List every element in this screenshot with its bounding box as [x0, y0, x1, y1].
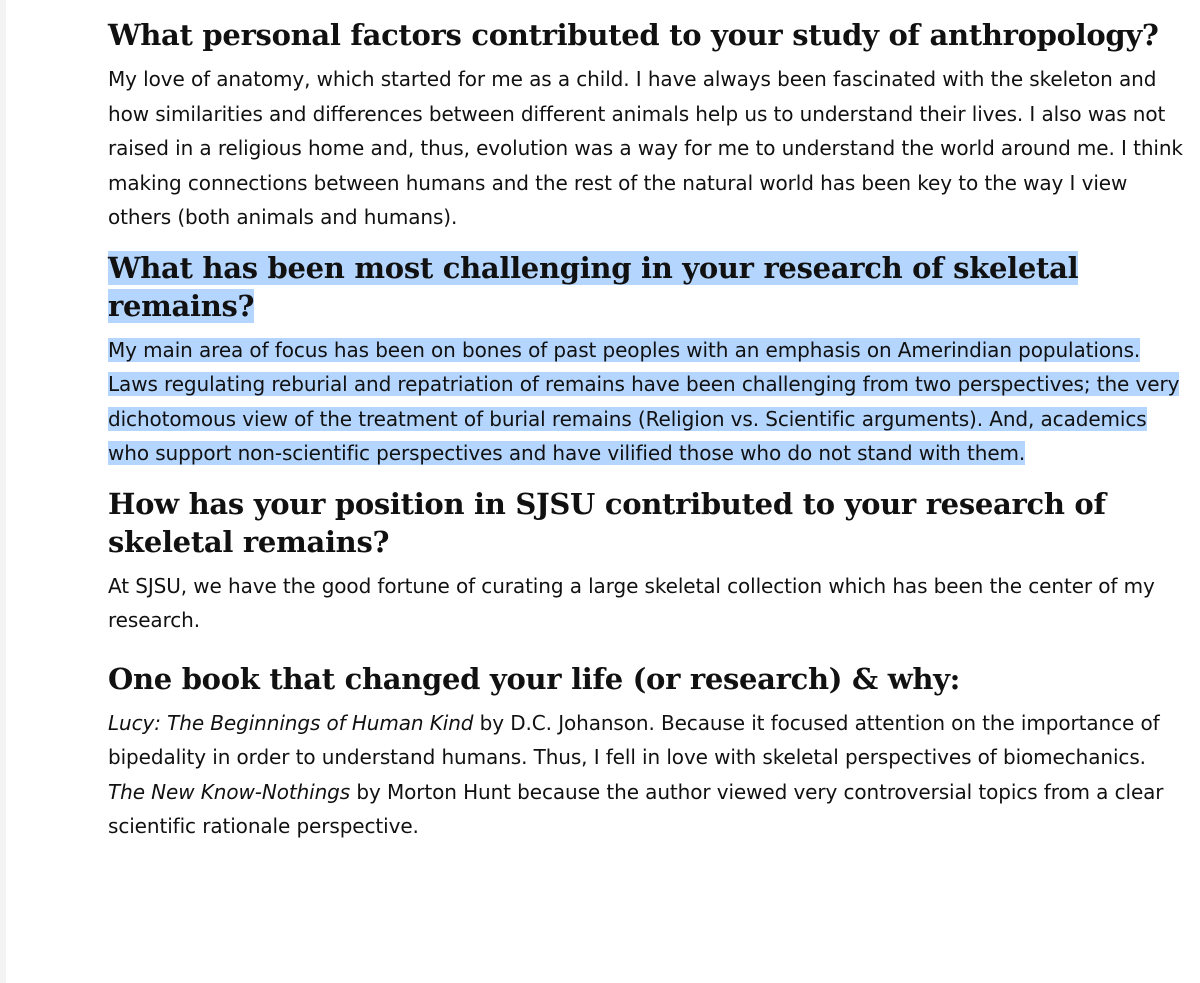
selected-text-highlight[interactable]: What has been most challenging in your research of skeletal remains?: [108, 250, 1079, 323]
answer-paragraph: [108, 333, 1183, 471]
answer-paragraph: At SJSU, we have the good fortune of curating a large skeletal collection which has been the center of my research.: [108, 573, 1155, 632]
answer-paragraph: [108, 706, 1183, 844]
qa-section-challenges: [108, 249, 1183, 471]
qa-section-personal-factors: [108, 16, 1183, 235]
question-heading: What personal factors contributed to your study of anthropology?: [108, 18, 1159, 52]
article-content: [108, 16, 1183, 858]
book-title: The New Know-Nothings: [108, 779, 351, 804]
qa-section-sjsu-position: [108, 485, 1183, 638]
book-title: Lucy: The Beginnings of Human Kind: [108, 710, 474, 735]
page-left-rail: [0, 0, 6, 983]
question-heading: How has your position in SJSU contributed to your research of skeletal remains?: [108, 486, 1106, 559]
selected-text-highlight[interactable]: My main area of focus has been on bones of past peoples with an emphasis on Amerindian populations. Laws regulating reburial and repatriation of remains have been challenging from two perspectives; the very dichotomous view of the treatment of burial remains (Religion vs. Scientific arguments). And, academics who support non-scientific perspectives and have vilified those who do not stand with them.: [108, 337, 1180, 465]
qa-section-book: [108, 660, 1183, 844]
book-description: by D.C. Johanson. Because it focused attention on the importance of bipedality in order to understand humans. Thus, I fell in love with skeletal perspectives of biomechanics.: [108, 710, 1160, 769]
book-description: by Morton Hunt because the author viewed very controversial topics from a clear scientific rationale perspective.: [108, 779, 1164, 838]
question-heading: [108, 249, 1183, 325]
question-heading: One book that changed your life (or research) & why:: [108, 661, 961, 696]
answer-paragraph: My love of anatomy, which started for me as a child. I have always been fascinated with the skeleton and how similarities and differences between different animals help us to understand their lives. I also was not raised in a religious home and, thus, evolution was a way for me to understand the world around me. I think making connections between humans and the rest of the natural world has been key to the way I view others (both animals and humans).: [108, 67, 1183, 229]
